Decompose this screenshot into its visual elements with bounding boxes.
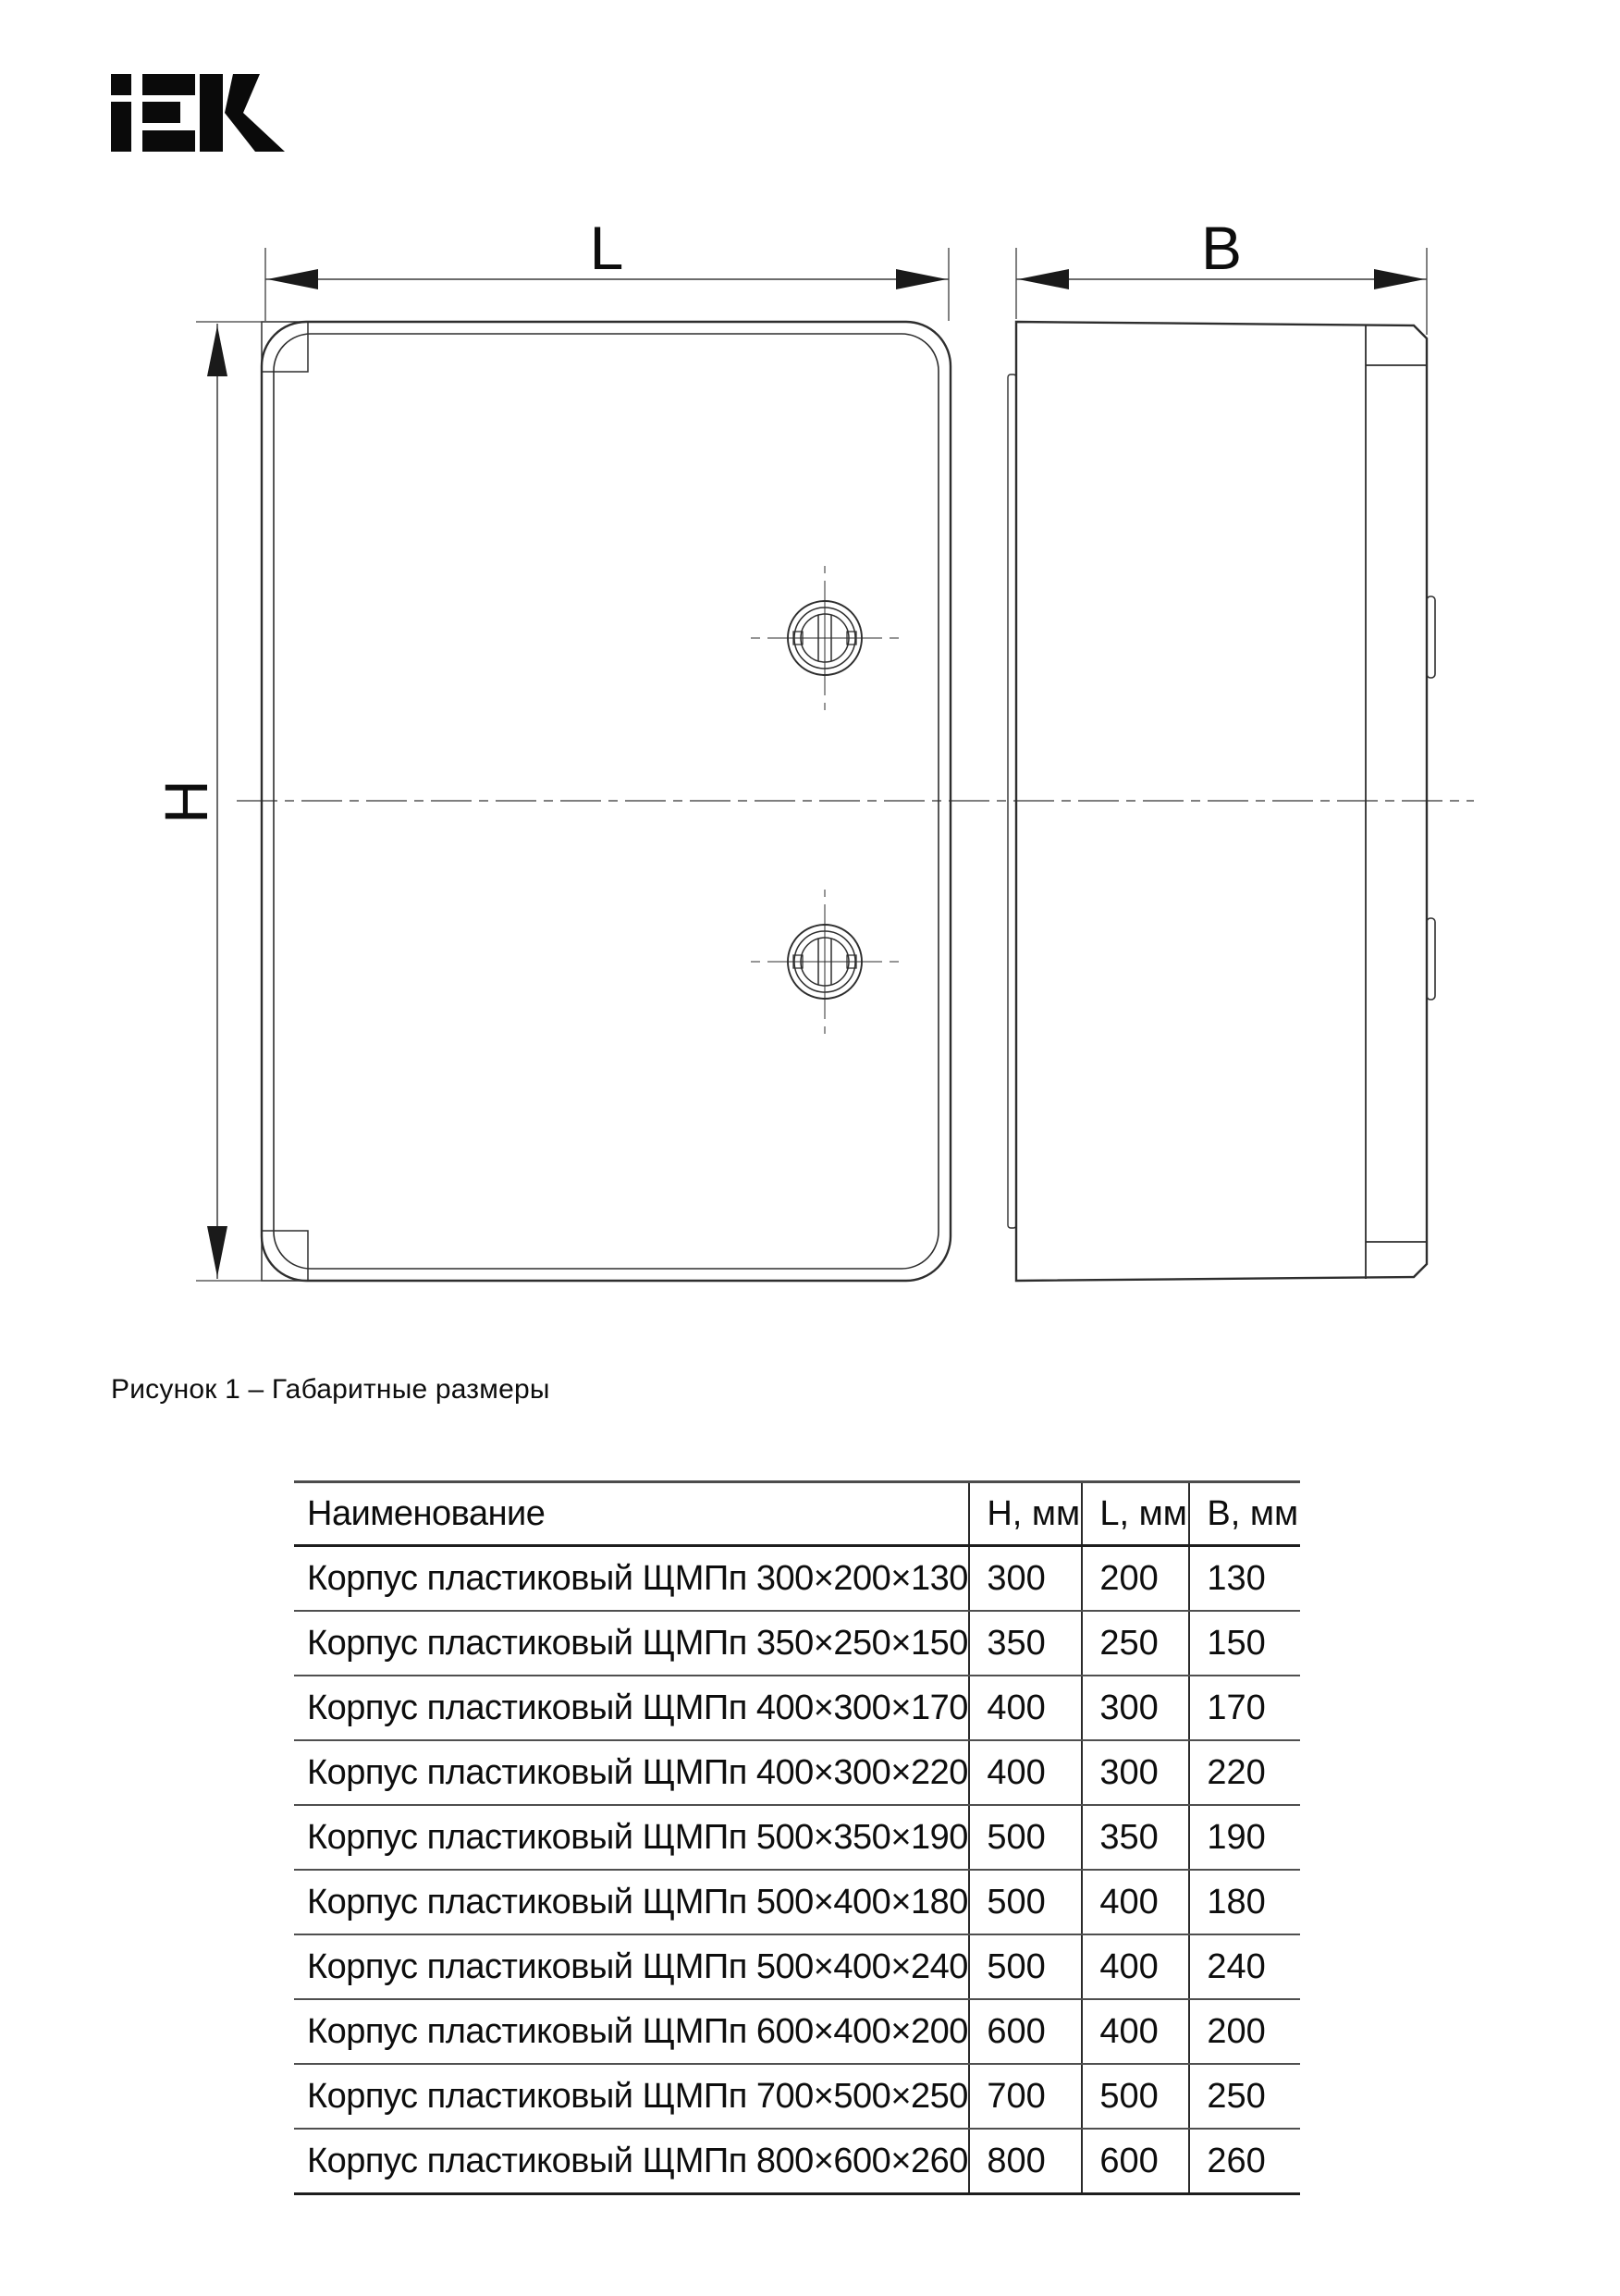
b-value: 240 [1189,1934,1300,1999]
l-value: 200 [1082,1546,1189,1612]
b-value: 190 [1189,1805,1300,1870]
b-value: 180 [1189,1870,1300,1934]
b-value: 250 [1189,2064,1300,2129]
product-name: Корпус пластиковый ЩМПп 400×300×170 [294,1676,969,1740]
product-name: Корпус пластиковый ЩМПп 800×600×260 [294,2129,969,2194]
h-value: 700 [969,2064,1082,2129]
front-corner-cap-top-left [262,322,308,372]
dim-B-label: B [1200,214,1243,282]
table-row [294,1999,1300,2064]
l-value: 400 [1082,1870,1189,1934]
side-hinge-tab-top [1427,596,1435,678]
table-row [294,1740,1300,1805]
dimension-L [265,214,949,321]
product-name: Корпус пластиковый ЩМПп 350×250×150 [294,1611,969,1676]
header-l: L, мм [1082,1482,1189,1546]
lock-screw-top [751,566,899,710]
b-value: 260 [1189,2129,1300,2194]
h-value: 400 [969,1740,1082,1805]
h-value: 500 [969,1805,1082,1870]
table-row [294,1934,1300,1999]
h-value: 400 [969,1676,1082,1740]
header-h: H, мм [969,1482,1082,1546]
dim-B-arrow-left [1018,269,1069,289]
product-name: Корпус пластиковый ЩМПп 600×400×200 [294,1999,969,2064]
table-row [294,1546,1300,1612]
l-value: 350 [1082,1805,1189,1870]
dim-H-arrow-bottom [207,1226,227,1277]
table-row [294,1805,1300,1870]
product-name: Корпус пластиковый ЩМПп 400×300×220 [294,1740,969,1805]
dim-L-label: L [589,214,624,282]
table-row [294,1611,1300,1676]
b-value: 150 [1189,1611,1300,1676]
table-row [294,1870,1300,1934]
product-name: Корпус пластиковый ЩМПп 500×400×180 [294,1870,969,1934]
l-value: 300 [1082,1740,1189,1805]
l-value: 250 [1082,1611,1189,1676]
table-row [294,1676,1300,1740]
side-hinge-tab-bottom [1427,918,1435,1000]
figure-caption: Рисунок 1 – Габаритные размеры [111,1374,550,1405]
h-value: 350 [969,1611,1082,1676]
dimensions-table [294,1480,1300,2195]
product-name: Корпус пластиковый ЩМПп 500×400×240 [294,1934,969,1999]
b-value: 220 [1189,1740,1300,1805]
b-value: 130 [1189,1546,1300,1612]
h-value: 800 [969,2129,1082,2194]
product-name: Корпус пластиковый ЩМПп 300×200×130 [294,1546,969,1612]
header-name: Наименование [294,1482,969,1546]
h-value: 300 [969,1546,1082,1612]
h-value: 500 [969,1934,1082,1999]
l-value: 500 [1082,2064,1189,2129]
b-value: 170 [1189,1676,1300,1740]
front-corner-cap-bottom-left [262,1231,308,1281]
dimension-H [152,322,307,1281]
dim-B-arrow-right [1374,269,1425,289]
l-value: 300 [1082,1676,1189,1740]
product-name: Корпус пластиковый ЩМПп 500×350×190 [294,1805,969,1870]
dim-H-arrow-top [207,325,227,376]
table-row [294,2129,1300,2194]
b-value: 200 [1189,1999,1300,2064]
product-name: Корпус пластиковый ЩМПп 700×500×250 [294,2064,969,2129]
h-value: 600 [969,1999,1082,2064]
table-row [294,2064,1300,2129]
lock-screw-bottom [751,890,899,1034]
header-b: B, мм [1189,1482,1300,1546]
l-value: 400 [1082,1934,1189,1999]
l-value: 600 [1082,2129,1189,2194]
dim-L-arrow-right [896,269,947,289]
h-value: 500 [969,1870,1082,1934]
table-header-row [294,1482,1300,1546]
dim-L-arrow-left [267,269,318,289]
dimension-B [1016,214,1427,335]
l-value: 400 [1082,1999,1189,2064]
dim-H-label: H [152,780,220,824]
